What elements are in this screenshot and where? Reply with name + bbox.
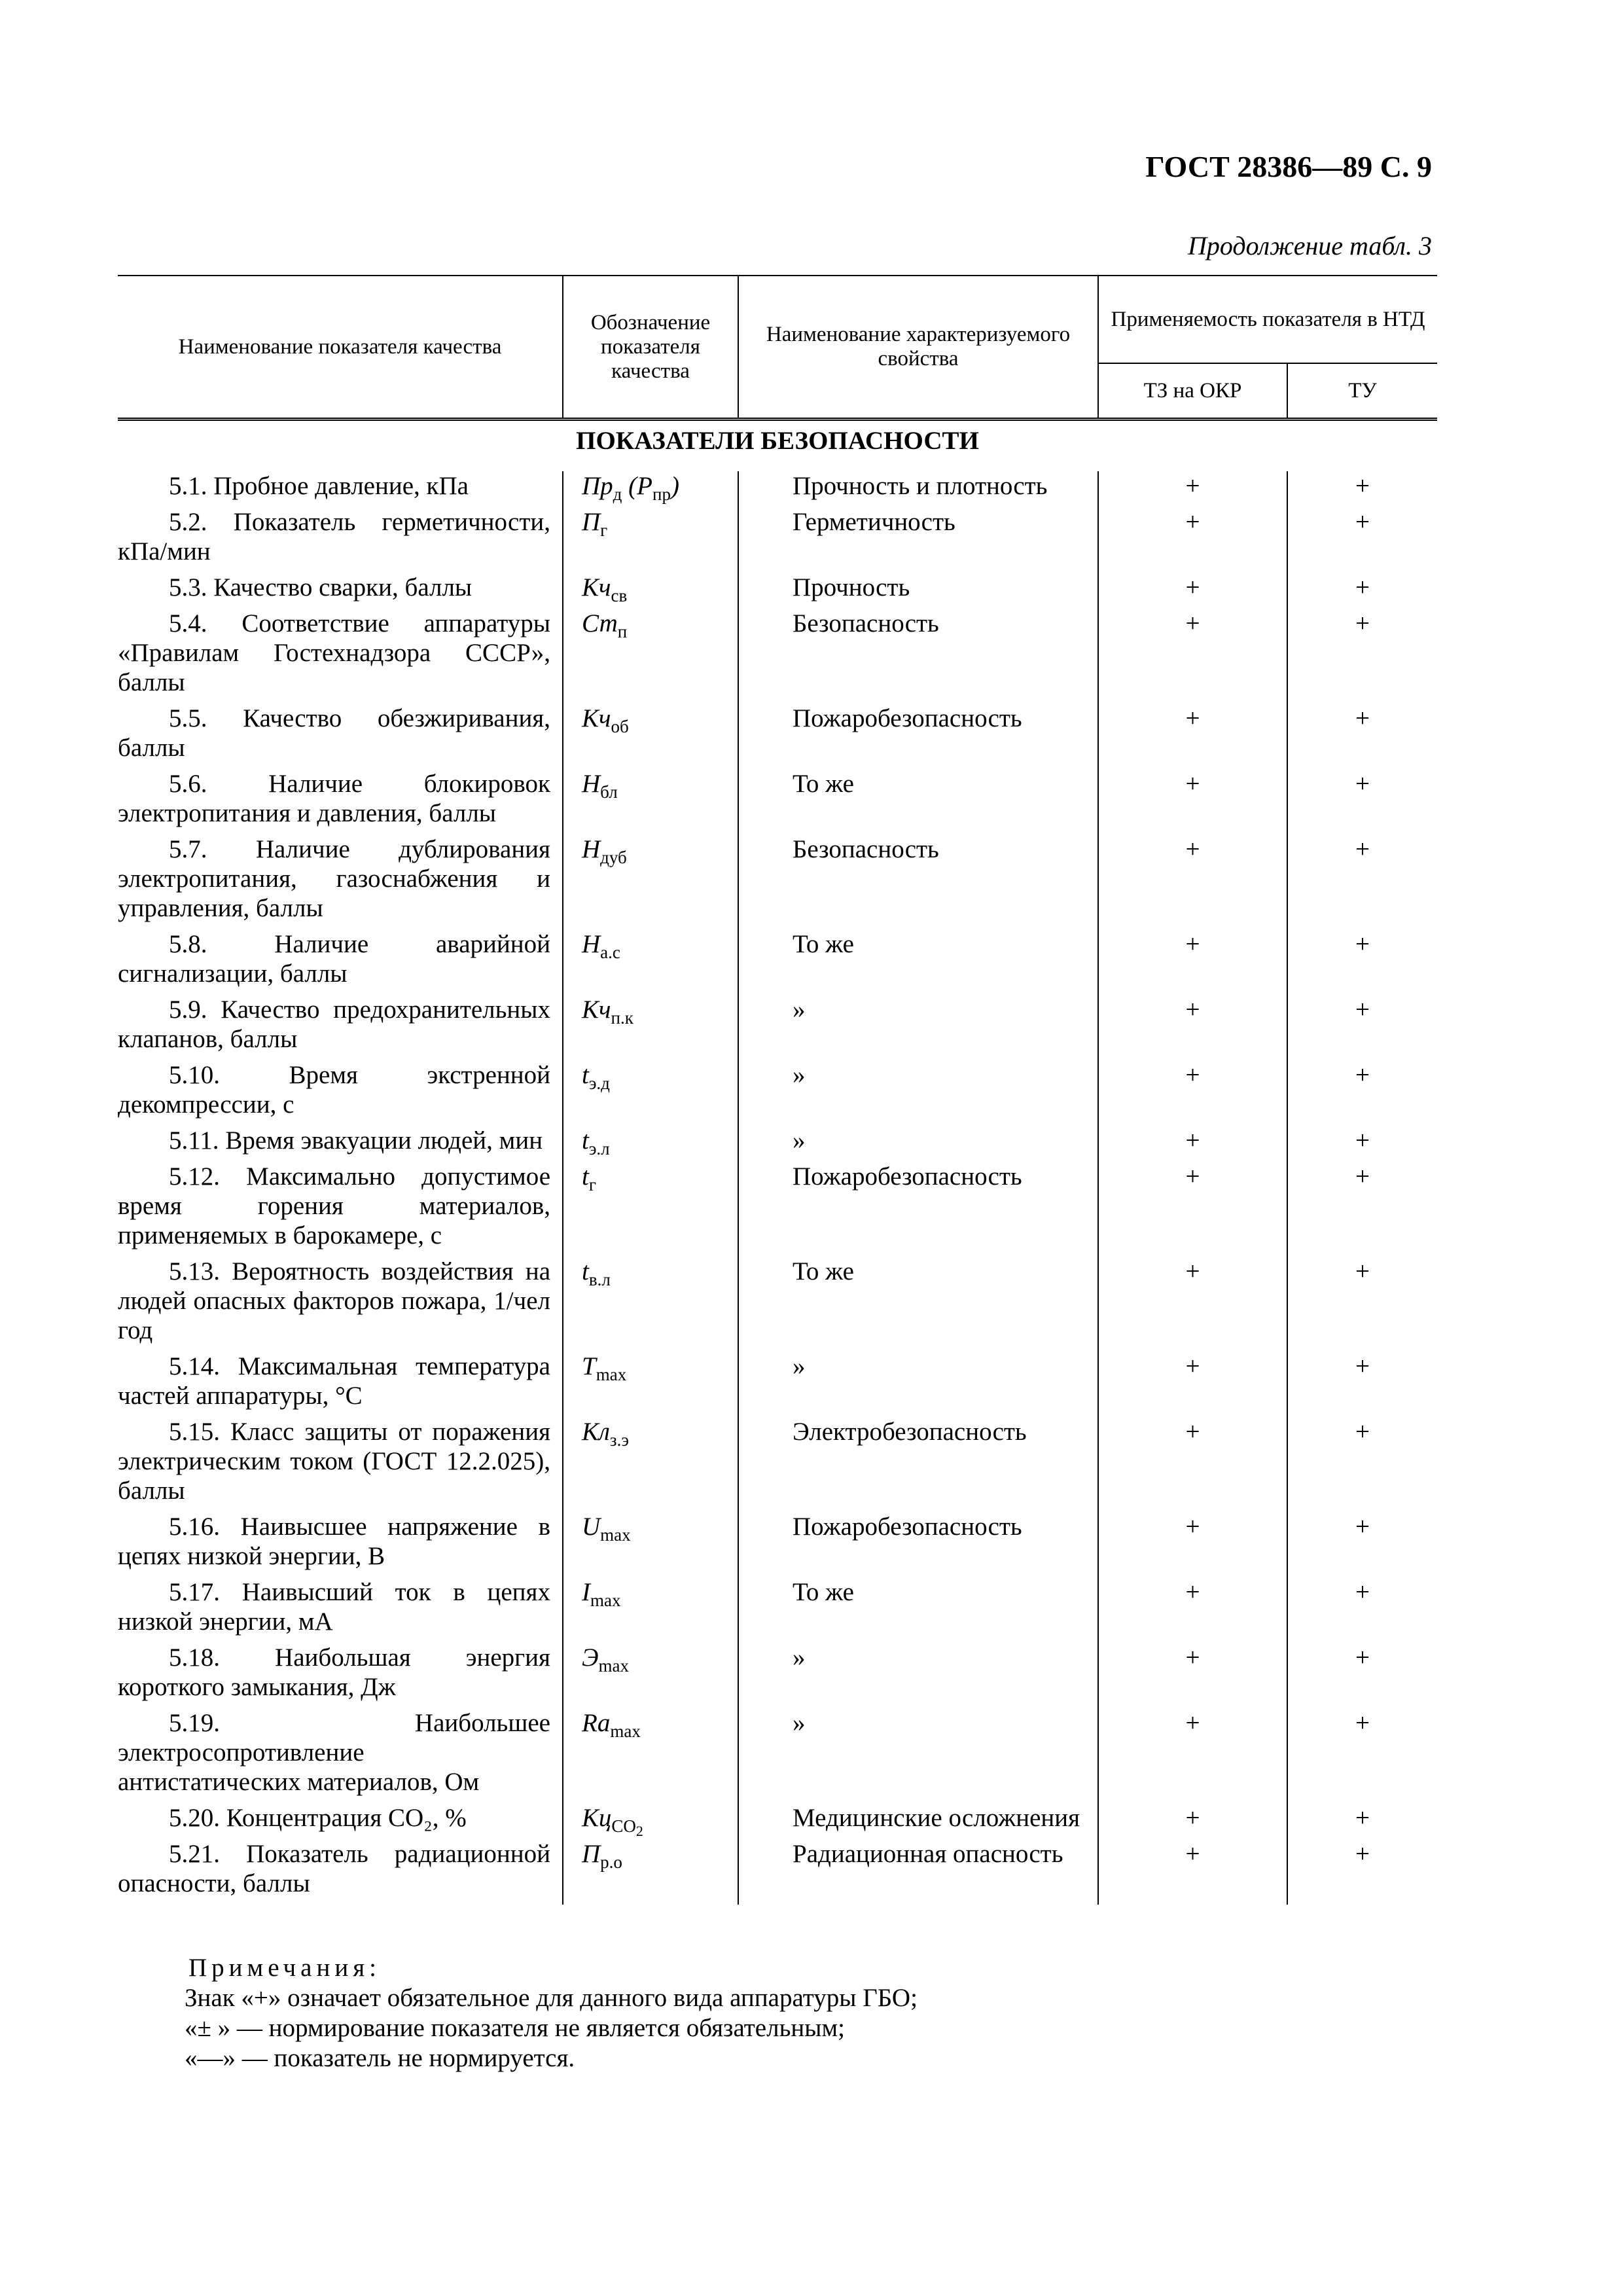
indicator-name-cell bbox=[118, 834, 563, 929]
indicator-name-cell bbox=[118, 1352, 563, 1417]
indicator-symbol bbox=[563, 471, 738, 507]
tu-applicability-cell: + bbox=[1287, 1643, 1437, 1708]
note-line: «± » — нормирование показателя не является обязательным; bbox=[185, 2014, 845, 2042]
indicator-number: 5.19. bbox=[169, 1709, 220, 1737]
tz-applicability-cell: + bbox=[1098, 1643, 1287, 1708]
indicator-symbol bbox=[563, 1643, 738, 1708]
indicator-name: Наибольшее электросопротивление антистатических материалов, Ом bbox=[118, 1709, 550, 1796]
symbol-subscript: max bbox=[590, 1590, 621, 1610]
symbol-subscript: а.с bbox=[600, 942, 620, 962]
tu-applicability-cell: + bbox=[1287, 471, 1437, 507]
property-cell: То же bbox=[738, 929, 1098, 995]
symbol-main: Кч bbox=[582, 704, 611, 732]
section-title: ПОКАЗАТЕЛИ БЕЗОПАСНОСТИ bbox=[576, 427, 979, 455]
tu-applicability-cell: + bbox=[1287, 995, 1437, 1060]
indicator-name-cell bbox=[118, 1417, 563, 1512]
indicator-symbol bbox=[563, 573, 738, 609]
table-row bbox=[118, 1577, 1437, 1643]
indicator-symbol bbox=[563, 1162, 738, 1257]
symbol-subscript: св bbox=[611, 586, 628, 605]
symbol-subscript: max bbox=[610, 1721, 641, 1741]
symbol-subscript: п.к bbox=[611, 1008, 633, 1028]
tz-applicability-cell: + bbox=[1098, 1257, 1287, 1352]
column-header-property: Наименование характеризуемого свойства bbox=[738, 276, 1098, 420]
indicator-number: 5.9. bbox=[169, 996, 207, 1024]
table-row bbox=[118, 1060, 1437, 1126]
tu-applicability-cell: + bbox=[1287, 1162, 1437, 1257]
indicator-symbol bbox=[563, 1126, 738, 1162]
symbol-subscript: д bbox=[613, 484, 622, 504]
tu-applicability-cell: + bbox=[1287, 929, 1437, 995]
tu-applicability-cell: + bbox=[1287, 1839, 1437, 1905]
indicator-name: Пробное давление, кПа bbox=[213, 472, 469, 500]
property-cell: Медицинские осложнения bbox=[738, 1803, 1098, 1839]
table-row bbox=[118, 1417, 1437, 1512]
property-cell: » bbox=[738, 1643, 1098, 1708]
notes-title: Примечания: bbox=[188, 1954, 381, 1982]
tz-applicability-cell: + bbox=[1098, 1162, 1287, 1257]
table-row bbox=[118, 609, 1437, 704]
indicator-name: Наибольшая энергия короткого замыкания, Дж bbox=[118, 1643, 550, 1701]
table-row bbox=[118, 929, 1437, 995]
tz-applicability-cell: + bbox=[1098, 471, 1287, 507]
tz-applicability-cell: + bbox=[1098, 1708, 1287, 1803]
indicator-name-cell bbox=[118, 769, 563, 834]
property-cell: То же bbox=[738, 1577, 1098, 1643]
tu-applicability-cell: + bbox=[1287, 609, 1437, 704]
indicator-symbol bbox=[563, 1803, 738, 1839]
indicator-number: 5.14. bbox=[169, 1352, 220, 1380]
indicator-number: 5.1. bbox=[169, 472, 207, 500]
property-cell: Пожаробезопасность bbox=[738, 1512, 1098, 1577]
indicator-name-cell bbox=[118, 1257, 563, 1352]
symbol-subscript: дуб bbox=[600, 848, 627, 867]
column-header-applicability: Применяемость показателя в НТД bbox=[1098, 276, 1437, 363]
symbol-main: Кч bbox=[582, 996, 611, 1024]
symbol-main: U bbox=[582, 1513, 601, 1541]
indicator-name: Максимально допустимое время горения материалов, применяемых в барокамере, с bbox=[118, 1162, 551, 1249]
indicator-name-cell bbox=[118, 507, 563, 573]
table-row bbox=[118, 1643, 1437, 1708]
symbol-main: Ст bbox=[582, 609, 618, 637]
tu-applicability-cell: + bbox=[1287, 1512, 1437, 1577]
symbol-subscript: р.о bbox=[600, 1852, 622, 1872]
tu-applicability-cell: + bbox=[1287, 1803, 1437, 1839]
table-row bbox=[118, 1352, 1437, 1417]
indicator-number: 5.16. bbox=[169, 1513, 220, 1541]
property-cell: Прочность и плотность bbox=[738, 471, 1098, 507]
indicator-symbol bbox=[563, 1352, 738, 1417]
symbol-subscript: э.л bbox=[588, 1139, 610, 1158]
tz-applicability-cell: + bbox=[1098, 1417, 1287, 1512]
indicator-number: 5.8. bbox=[169, 930, 207, 958]
note-line: Знак «+» означает обязательное для данного вида аппаратуры ГБО; bbox=[185, 1984, 918, 2012]
table-continuation-label: Продолжение табл. 3 bbox=[1187, 231, 1432, 260]
indicator-number: 5.10. bbox=[169, 1061, 220, 1089]
indicator-number: 5.6. bbox=[169, 770, 207, 798]
symbol-subscript: max bbox=[596, 1365, 627, 1384]
indicator-name: Время экстренной декомпрессии, с bbox=[118, 1061, 550, 1119]
indicator-name: Концентрация CO₂, % bbox=[226, 1804, 467, 1832]
indicator-symbol bbox=[563, 1257, 738, 1352]
indicator-number: 5.7. bbox=[169, 835, 207, 863]
symbol-main: П bbox=[582, 508, 601, 536]
indicator-number: 5.4. bbox=[169, 609, 207, 637]
symbol-main: t bbox=[582, 1061, 589, 1089]
symbol-subscript: п bbox=[617, 622, 628, 641]
symbol-subscript: з.э bbox=[609, 1430, 629, 1450]
indicator-symbol bbox=[563, 1577, 738, 1643]
symbol-subscript: max bbox=[598, 1656, 630, 1676]
table-row bbox=[118, 1126, 1437, 1162]
indicator-symbol bbox=[563, 1708, 738, 1803]
table-row bbox=[118, 1803, 1437, 1839]
symbol-subscript: г bbox=[600, 520, 608, 540]
indicator-name-cell bbox=[118, 1803, 563, 1839]
indicator-name: Соответствие аппаратуры «Правилам Гостехнадзора СССР», баллы bbox=[118, 609, 551, 696]
indicator-name-cell bbox=[118, 704, 563, 769]
property-cell: » bbox=[738, 1708, 1098, 1803]
tz-applicability-cell: + bbox=[1098, 769, 1287, 834]
table-row bbox=[118, 507, 1437, 573]
indicator-symbol bbox=[563, 704, 738, 769]
symbol-main: П bbox=[582, 1840, 601, 1868]
tz-applicability-cell: + bbox=[1098, 1126, 1287, 1162]
table-row bbox=[118, 834, 1437, 929]
indicator-symbol bbox=[563, 1060, 738, 1126]
tz-applicability-cell: + bbox=[1098, 704, 1287, 769]
indicator-symbol bbox=[563, 834, 738, 929]
note-line: «—» — показатель не нормируется. bbox=[185, 2044, 575, 2072]
indicator-number: 5.13. bbox=[169, 1257, 220, 1285]
symbol-subscript: г bbox=[588, 1175, 596, 1194]
property-cell: Прочность bbox=[738, 573, 1098, 609]
table-row bbox=[118, 1512, 1437, 1577]
indicator-name: Качество обезжиривания, баллы bbox=[118, 704, 550, 762]
tz-applicability-cell: + bbox=[1098, 507, 1287, 573]
table-row bbox=[118, 704, 1437, 769]
table-row bbox=[118, 769, 1437, 834]
indicator-number: 5.5. bbox=[169, 704, 207, 732]
indicator-symbol bbox=[563, 507, 738, 573]
indicator-name-cell bbox=[118, 573, 563, 609]
indicator-name-cell bbox=[118, 1126, 563, 1162]
symbol-main: Кч bbox=[582, 573, 611, 601]
tu-applicability-cell: + bbox=[1287, 1352, 1437, 1417]
tu-applicability-cell: + bbox=[1287, 573, 1437, 609]
symbol-subscript: э.д bbox=[588, 1073, 610, 1093]
tu-applicability-cell: + bbox=[1287, 834, 1437, 929]
indicator-name: Класс защиты от поражения электрическим током (ГОСТ 12.2.025), баллы bbox=[118, 1418, 551, 1505]
symbol-main: Ra bbox=[582, 1709, 611, 1737]
indicator-number: 5.11. bbox=[169, 1126, 219, 1155]
page-header: ГОСТ 28386—89 С. 9 bbox=[1145, 150, 1432, 183]
tz-applicability-cell: + bbox=[1098, 573, 1287, 609]
indicator-name: Качество предохранительных клапанов, баллы bbox=[118, 996, 550, 1053]
tu-applicability-cell: + bbox=[1287, 1417, 1437, 1512]
symbol-subscript: об bbox=[611, 717, 629, 736]
property-cell: Пожаробезопасность bbox=[738, 704, 1098, 769]
column-header-name: Наименование показателя качества bbox=[118, 276, 563, 420]
indicator-name: Показатель герметичности, кПа/мин bbox=[118, 508, 550, 565]
symbol-subscript: бл bbox=[600, 782, 618, 802]
indicator-number: 5.21. bbox=[169, 1840, 220, 1868]
table-row bbox=[118, 1257, 1437, 1352]
symbol-main: Э bbox=[582, 1643, 599, 1672]
table-row bbox=[118, 1162, 1437, 1257]
tu-applicability-cell: + bbox=[1287, 1577, 1437, 1643]
indicator-symbol bbox=[563, 769, 738, 834]
indicator-number: 5.20. bbox=[169, 1804, 220, 1832]
table-body bbox=[118, 420, 1437, 1905]
symbol-main: Кл bbox=[582, 1418, 610, 1446]
tz-applicability-cell: + bbox=[1098, 1060, 1287, 1126]
symbol-sub-subscript: 2 bbox=[635, 1823, 643, 1839]
symbol-alt-subscript: пр bbox=[652, 484, 671, 504]
notes bbox=[185, 1953, 918, 2073]
indicator-number: 5.12. bbox=[169, 1162, 220, 1191]
symbol-main: Пр bbox=[582, 472, 613, 500]
column-header-symbol: Обозначение показателя качества bbox=[563, 276, 738, 420]
indicator-name-cell bbox=[118, 995, 563, 1060]
tu-applicability-cell: + bbox=[1287, 1708, 1437, 1803]
indicator-name-cell bbox=[118, 1643, 563, 1708]
property-cell: То же bbox=[738, 769, 1098, 834]
tu-applicability-cell: + bbox=[1287, 1060, 1437, 1126]
indicator-name: Наличие блокировок электропитания и давления, баллы bbox=[118, 770, 550, 827]
property-cell: Радиационная опасность bbox=[738, 1839, 1098, 1905]
symbol-subscript: в.л bbox=[588, 1270, 611, 1289]
property-cell: » bbox=[738, 1352, 1098, 1417]
indicator-name: Максимальная температура частей аппаратуры, °С bbox=[118, 1352, 550, 1410]
indicator-name-cell bbox=[118, 1060, 563, 1126]
indicator-name: Наивысший ток в цепях низкой энергии, мА bbox=[118, 1578, 550, 1636]
symbol-main: Н bbox=[582, 770, 601, 798]
indicator-name-cell bbox=[118, 471, 563, 507]
column-header-tu: ТУ bbox=[1287, 363, 1437, 420]
property-cell: Электробезопасность bbox=[738, 1417, 1098, 1512]
indicator-name: Показатель радиационной опасности, баллы bbox=[118, 1840, 550, 1897]
tu-applicability-cell: + bbox=[1287, 507, 1437, 573]
indicator-symbol bbox=[563, 1417, 738, 1512]
indicator-name-cell bbox=[118, 1839, 563, 1905]
tu-applicability-cell: + bbox=[1287, 704, 1437, 769]
indicator-number: 5.15. bbox=[169, 1418, 220, 1446]
table-row bbox=[118, 995, 1437, 1060]
property-cell: Безопасность bbox=[738, 609, 1098, 704]
property-cell: » bbox=[738, 1060, 1098, 1126]
symbol-main: I bbox=[582, 1578, 590, 1606]
tu-applicability-cell: + bbox=[1287, 769, 1437, 834]
tz-applicability-cell: + bbox=[1098, 1839, 1287, 1905]
indicator-name-cell bbox=[118, 1162, 563, 1257]
tz-applicability-cell: + bbox=[1098, 929, 1287, 995]
indicator-name: Наивысшее напряжение в цепях низкой энергии, В bbox=[118, 1513, 551, 1570]
table-row bbox=[118, 573, 1437, 609]
property-cell: То же bbox=[738, 1257, 1098, 1352]
indicator-name: Наличие дублирования электропитания, газоснабжения и управления, баллы bbox=[118, 835, 550, 922]
tu-applicability-cell: + bbox=[1287, 1257, 1437, 1352]
symbol-main: Кц bbox=[582, 1804, 612, 1832]
indicator-number: 5.3. bbox=[169, 573, 207, 601]
tz-applicability-cell: + bbox=[1098, 1577, 1287, 1643]
tz-applicability-cell: + bbox=[1098, 1352, 1287, 1417]
quality-indicators-table bbox=[118, 275, 1437, 1905]
symbol-bracket-close: ) bbox=[670, 472, 679, 500]
tz-applicability-cell: + bbox=[1098, 1512, 1287, 1577]
indicator-name-cell bbox=[118, 929, 563, 995]
indicator-name: Наличие аварийной сигнализации, баллы bbox=[118, 930, 551, 988]
symbol-subscript: CO2 bbox=[611, 1816, 643, 1839]
tz-applicability-cell: + bbox=[1098, 609, 1287, 704]
tz-applicability-cell: + bbox=[1098, 1803, 1287, 1839]
indicator-name: Качество сварки, баллы bbox=[213, 573, 473, 601]
indicator-name-cell bbox=[118, 1577, 563, 1643]
indicator-symbol bbox=[563, 929, 738, 995]
indicator-number: 5.2. bbox=[169, 508, 207, 536]
tz-applicability-cell: + bbox=[1098, 995, 1287, 1060]
indicator-number: 5.17. bbox=[169, 1578, 220, 1606]
symbol-main: Н bbox=[582, 930, 601, 958]
indicator-symbol bbox=[563, 1512, 738, 1577]
indicator-name: Время эвакуации людей, мин bbox=[225, 1126, 543, 1155]
symbol-main: Н bbox=[582, 835, 601, 863]
symbol-main: T bbox=[582, 1352, 596, 1380]
indicator-name-cell bbox=[118, 1708, 563, 1803]
column-header-tz: ТЗ на ОКР bbox=[1098, 363, 1287, 420]
property-cell: Герметичность bbox=[738, 507, 1098, 573]
tz-applicability-cell: + bbox=[1098, 834, 1287, 929]
symbol-main: t bbox=[582, 1162, 589, 1191]
indicator-name-cell bbox=[118, 1512, 563, 1577]
indicator-symbol bbox=[563, 1839, 738, 1905]
indicator-name-cell bbox=[118, 609, 563, 704]
indicator-name: Вероятность воздействия на людей опасных факторов пожара, 1/чел год bbox=[118, 1257, 550, 1344]
table-row bbox=[118, 1708, 1437, 1803]
symbol-main: t bbox=[582, 1257, 589, 1285]
symbol-subscript: max bbox=[600, 1525, 631, 1545]
property-cell: » bbox=[738, 1126, 1098, 1162]
indicator-number: 5.18. bbox=[169, 1643, 220, 1672]
indicator-symbol bbox=[563, 995, 738, 1060]
symbol-main: t bbox=[582, 1126, 589, 1155]
property-cell: » bbox=[738, 995, 1098, 1060]
symbol-alt-main: Р bbox=[637, 472, 652, 500]
tu-applicability-cell: + bbox=[1287, 1126, 1437, 1162]
indicator-symbol bbox=[563, 609, 738, 704]
property-cell: Безопасность bbox=[738, 834, 1098, 929]
symbol-bracket-open: ( bbox=[622, 472, 637, 500]
property-cell: Пожаробезопасность bbox=[738, 1162, 1098, 1257]
table-row bbox=[118, 471, 1437, 507]
table-row bbox=[118, 1839, 1437, 1905]
